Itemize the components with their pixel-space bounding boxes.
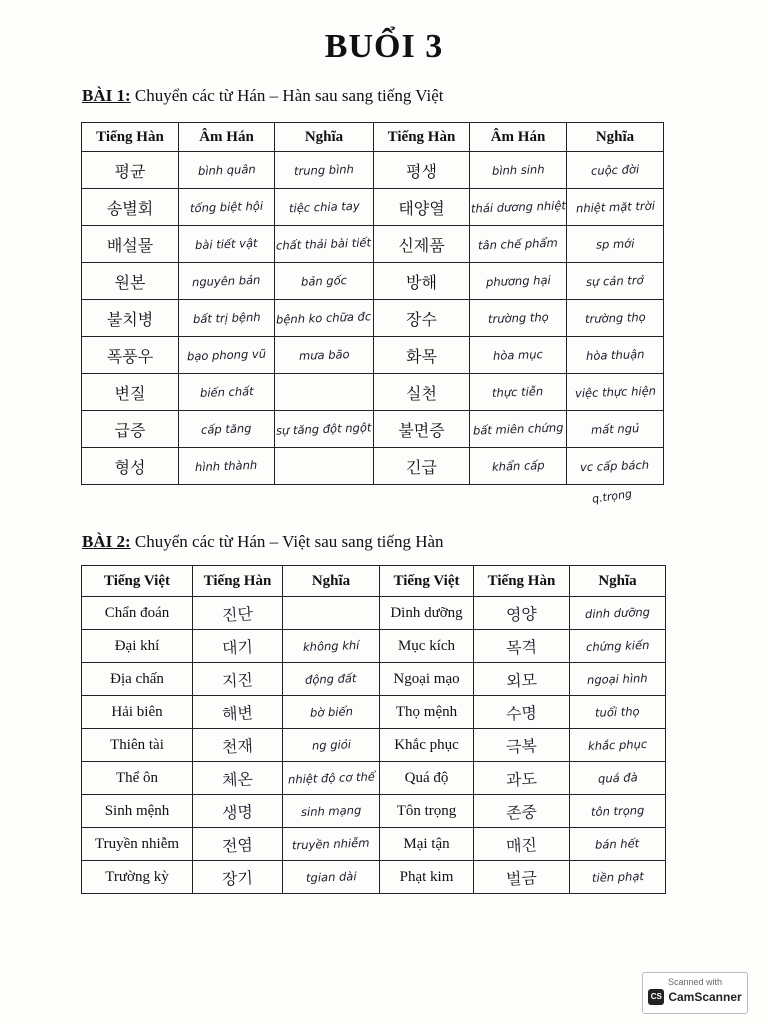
table-cell [193,828,283,861]
handwritten-answer: chứng kiến [585,637,650,655]
table-row [82,729,666,762]
table-cell [275,189,374,226]
table-cell [82,828,193,861]
handwritten-answer: động đất [305,671,357,687]
handwritten-answer: tgian dài [305,869,357,885]
table-cell [275,263,374,300]
handwritten-answer: 수명 [505,702,538,724]
handwritten-answer: bình quân [197,161,256,179]
printed-term: 신제품 [398,235,445,255]
table-cell [275,300,374,337]
table-cell [82,448,179,485]
column-header: Nghĩa [570,566,666,597]
table-cell [82,696,193,729]
table-cell [470,263,567,300]
handwritten-answer: thái dương nhiệt [470,198,566,216]
table-cell [82,374,179,411]
handwritten-answer: tuổi thọ [595,704,640,720]
printed-term: 송별회 [106,198,154,218]
table-cell [82,152,179,189]
table-cell [82,729,193,762]
table-cell [374,300,470,337]
handwritten-answer: 영양 [505,603,538,625]
table-cell [283,597,380,630]
column-header: Tiếng Việt [82,566,193,597]
table-cell [193,861,283,894]
printed-term: 장수 [406,309,437,329]
column-header: Tiếng Hàn [374,123,470,152]
table-cell [474,663,570,696]
printed-term: Quá độ [404,770,449,786]
handwritten-answer: khẩn cấp [491,458,545,474]
table-cell [179,374,275,411]
printed-term: Sinh mệnh [104,803,170,819]
table-row [82,374,664,411]
printed-term: Đại khí [114,638,160,654]
handwritten-answer: ngoại hình [586,670,649,688]
table-cell [374,448,470,485]
table-cell [82,663,193,696]
table-cell [82,597,193,630]
exercise-2-instruction: Chuyển các từ Hán – Việt sau sang tiếng Hàn [134,532,444,551]
printed-term: Truyền nhiễm [94,836,180,852]
table-cell [374,374,470,411]
exercise-1-label: BÀI 1: [82,86,131,105]
printed-term: Phạt kim [399,869,454,885]
camscanner-watermark [642,972,748,1014]
table-cell [283,795,380,828]
table-cell [570,696,666,729]
handwritten-answer: việc thực hiện [574,383,656,401]
table-cell [474,729,570,762]
handwritten-answer: bài tiết vật [195,235,258,253]
printed-term: Địa chấn [110,671,164,687]
watermark-brand: CamScanner [668,990,742,1004]
table-cell [179,226,275,263]
exercise-1-instruction: Chuyển các từ Hán – Hàn sau sang tiếng Việt [134,86,444,105]
table-cell [179,189,275,226]
table-cell [82,762,193,795]
table-row [82,696,666,729]
table-row [82,337,664,374]
table-cell [470,374,567,411]
handwritten-answer: tân chế phẩm [477,235,559,253]
table-row [82,411,664,448]
printed-term: Thiên tài [110,737,164,753]
table-cell [283,861,380,894]
handwritten-answer: phương hại [485,272,551,290]
table-cell [193,696,283,729]
table-cell [82,300,179,337]
column-header: Tiếng Việt [380,566,474,597]
table-row [82,263,664,300]
printed-term: 급증 [114,420,146,440]
handwritten-answer: mất ngủ [590,421,640,437]
table-cell [82,861,193,894]
table-cell [380,597,474,630]
table-row [82,300,664,337]
table-cell [380,861,474,894]
table-cell [470,411,567,448]
handwritten-answer: 해변 [221,702,254,724]
printed-term: 방해 [406,272,437,292]
handwritten-answer: cấp tăng [201,421,252,437]
table-cell [474,630,570,663]
table-cell [474,795,570,828]
handwritten-answer: bờ biển [309,704,353,720]
camscanner-logo-icon: CS [648,989,664,1005]
handwritten-answer: sinh mạng [300,802,362,820]
table-row [82,152,664,189]
table-cell [567,263,664,300]
handwritten-answer: 대기 [221,636,254,658]
table-cell [567,152,664,189]
table-cell [470,300,567,337]
table-cell [374,226,470,263]
printed-term: 폭풍우 [106,346,154,366]
table-cell [470,226,567,263]
table-cell [380,828,474,861]
handwritten-answer: trung bình [293,161,355,179]
handwritten-answer: 진단 [221,603,254,625]
table-cell [283,828,380,861]
table-row [82,226,664,263]
handwritten-answer: bán hết [595,836,640,852]
table-cell [283,762,380,795]
table-cell [474,597,570,630]
handwritten-answer: sự tăng đột ngột [276,420,372,438]
table-cell [380,729,474,762]
table-cell [570,729,666,762]
printed-term: Mại tận [403,836,450,852]
table-cell [567,226,664,263]
table-cell [470,152,567,189]
printed-term: 불면증 [398,420,445,440]
column-header: Tiếng Hàn [474,566,570,597]
handwritten-answer: 생명 [221,801,254,823]
printed-term: 긴급 [406,457,437,477]
table-cell [570,597,666,630]
table-cell [474,861,570,894]
table-cell [470,337,567,374]
table-cell [570,828,666,861]
printed-term: Khắc phục [394,737,459,753]
table-cell [470,448,567,485]
table-cell [82,630,193,663]
handwritten-answer: 외모 [505,669,538,691]
handwritten-answer: thực tiễn [492,384,544,400]
handwritten-answer: mưa bão [298,347,350,363]
handwritten-answer: bất miên chứng [472,420,564,438]
handwritten-answer: bình sinh [491,162,545,178]
table-cell [374,263,470,300]
handwritten-answer: 극복 [505,735,538,757]
table-cell [193,663,283,696]
handwritten-answer: bệnh ko chữa đc [276,309,372,327]
table-cell [179,152,275,189]
printed-term: Hải biên [111,704,163,720]
handwritten-answer: bản gốc [300,273,348,289]
handwritten-answer: khắc phục [587,736,648,754]
handwritten-answer: 전염 [221,834,254,856]
handwritten-answer: nhiệt độ cơ thể [287,769,375,787]
handwritten-answer: 과도 [505,768,538,790]
exercise-2-table [81,565,666,894]
table-row [82,630,666,663]
table-cell [470,189,567,226]
printed-term: 태양열 [398,198,445,218]
handwritten-answer: chất thải bài tiết [276,235,372,253]
table-cell [570,630,666,663]
table-cell [567,374,664,411]
table-cell [380,630,474,663]
column-header: Tiếng Hàn [82,123,179,152]
column-header: Nghĩa [275,123,374,152]
printed-term: 원본 [114,272,146,292]
table-cell [380,762,474,795]
handwritten-answer: cuộc đời [590,162,640,178]
table-cell [275,226,374,263]
handwritten-answer: bạo phong vũ [186,346,267,364]
handwritten-answer: sự cản trở [586,273,644,289]
printed-term: 불치병 [106,309,154,329]
printed-term: Chẩn đoán [104,605,170,621]
handwritten-answer: trường thọ [487,309,549,327]
table-cell [570,762,666,795]
handwritten-answer: tiệc chia tay [288,198,360,216]
handwritten-answer: không khí [302,638,360,654]
handwritten-answer: 체온 [221,768,254,790]
printed-term: 화목 [406,346,437,366]
table-cell [380,696,474,729]
handwritten-answer: bất trị bệnh [192,309,261,327]
handwritten-answer: 매진 [505,834,538,856]
handwritten-answer: tống biệt hội [189,198,264,216]
handwritten-answer: 천재 [221,735,254,757]
handwritten-answer: hình thành [195,457,258,475]
table-cell [374,337,470,374]
table-cell [193,597,283,630]
table-row [82,189,664,226]
table-cell [82,337,179,374]
printed-term: Ngoại mạo [393,671,460,687]
printed-term: Trường kỳ [105,869,169,885]
page-title: BUỔI 3 [324,28,444,65]
table-row [82,448,664,485]
table-cell [380,795,474,828]
printed-term: Dinh dưỡng [390,605,463,621]
printed-term: 형성 [114,457,146,477]
handwritten-answer: nhiệt mặt trời [575,198,655,216]
table-cell [374,411,470,448]
table-cell [283,663,380,696]
table-row [82,663,666,696]
table-row [82,861,666,894]
handwritten-answer: sp mới [595,236,635,252]
table-cell [193,630,283,663]
exercise-1-heading [82,86,444,106]
column-header: Âm Hán [179,123,275,152]
watermark-caption: Scanned with [667,977,723,987]
handwritten-note: q.trọng [591,487,633,506]
exercise-2-label: BÀI 2: [82,532,131,551]
table-cell [275,448,374,485]
table-row [82,828,666,861]
table-cell [474,828,570,861]
handwritten-answer: tôn trọng [590,803,645,819]
handwritten-answer: truyền nhiễm [292,835,370,853]
table-cell [179,411,275,448]
table-cell [567,448,664,485]
table-cell [193,729,283,762]
printed-term: Mục kích [397,638,456,654]
table-cell [474,762,570,795]
table-cell [474,696,570,729]
table-cell [193,795,283,828]
table-cell [283,729,380,762]
table-cell [275,411,374,448]
table-cell [82,189,179,226]
handwritten-answer: ng giỏi [311,737,351,753]
table-cell [82,263,179,300]
table-cell [82,226,179,263]
printed-term: 변질 [114,383,146,403]
table-cell [567,411,664,448]
table-cell [374,152,470,189]
table-cell [374,189,470,226]
table-cell [179,448,275,485]
table-cell [570,795,666,828]
table-cell [275,337,374,374]
table-row [82,762,666,795]
printed-term: 실천 [406,383,437,403]
table-cell [567,300,664,337]
handwritten-answer: nguyên bản [192,272,261,290]
exercise-1-table [81,122,664,485]
column-header: Âm Hán [470,123,567,152]
handwritten-answer: tiền phạt [591,869,644,885]
handwritten-answer: 벌금 [505,867,538,889]
printed-term: 평생 [406,161,437,181]
printed-term: 평균 [114,161,146,181]
table-cell [283,630,380,663]
table-row [82,795,666,828]
handwritten-answer: dinh dưỡng [584,604,651,622]
printed-term: Tôn trọng [396,803,457,819]
table-cell [570,861,666,894]
handwritten-answer: biến chất [199,384,254,400]
handwritten-answer: 지진 [221,669,254,691]
handwritten-answer: 장기 [221,867,254,889]
table-cell [82,411,179,448]
table-cell [82,795,193,828]
table-cell [179,300,275,337]
table-cell [380,663,474,696]
table-cell [570,663,666,696]
handwritten-answer: 존중 [505,801,538,823]
handwritten-answer: hòa mục [492,347,544,363]
table-cell [567,337,664,374]
handwritten-answer: vc cấp bách [580,457,650,475]
column-header: Tiếng Hàn [193,566,283,597]
table-cell [283,696,380,729]
table-cell [179,337,275,374]
table-cell [193,762,283,795]
table-row [82,597,666,630]
table-cell [275,152,374,189]
printed-term: Thể ôn [115,770,159,786]
table-cell [179,263,275,300]
handwritten-answer: trường thọ [584,309,646,327]
handwritten-answer: 목격 [505,636,538,658]
printed-term: 배설물 [106,235,154,255]
table-cell [275,374,374,411]
table-cell [567,189,664,226]
handwritten-answer: hòa thuận [585,346,645,364]
column-header: Nghĩa [567,123,664,152]
exercise-2-heading [82,532,444,552]
column-header: Nghĩa [283,566,380,597]
printed-term: Thọ mệnh [395,704,458,720]
handwritten-answer: quá đà [597,770,638,786]
